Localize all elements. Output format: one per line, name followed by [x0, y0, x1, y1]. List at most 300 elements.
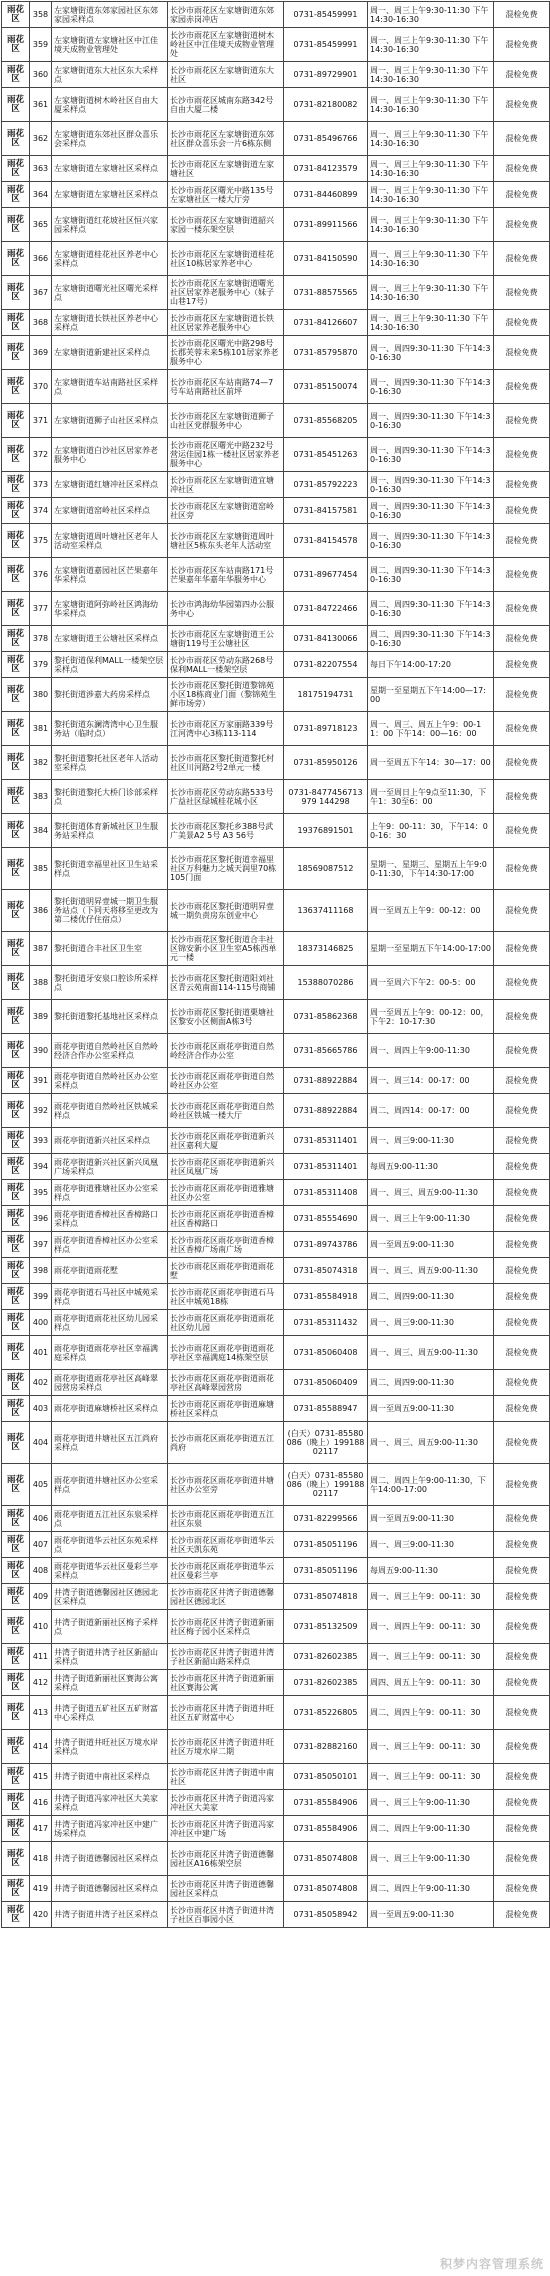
table-row — [2, 712, 550, 746]
phone-cell: 0731-85051196 — [284, 1532, 368, 1558]
site-name-cell: 井湾子街道新丽社区梅子采样点 — [52, 1610, 168, 1644]
number-cell: 401 — [30, 1336, 52, 1370]
address-cell: 长沙市雨花区雨花亭街道井塘社区办公室旁 — [168, 1464, 284, 1506]
number-cell: 365 — [30, 208, 52, 242]
district-cell: 雨花区 — [2, 678, 30, 712]
number-cell: 391 — [30, 1068, 52, 1094]
table-row — [2, 1180, 550, 1206]
table-row — [2, 62, 550, 88]
number-cell: 405 — [30, 1464, 52, 1506]
phone-cell: 0731-85584918 — [284, 1284, 368, 1310]
fee-cell: 混检免费 — [494, 472, 550, 498]
table-row — [2, 472, 550, 498]
site-name-cell: 雨花亭街道自然岭社区自然岭经济合作办公室采样点 — [52, 1034, 168, 1068]
number-cell: 367 — [30, 276, 52, 310]
table-row — [2, 1464, 550, 1506]
number-cell: 410 — [30, 1610, 52, 1644]
district-cell: 雨花区 — [2, 208, 30, 242]
fee-cell: 混检免费 — [494, 1154, 550, 1180]
hours-cell: 周一、周三上午9:00-11:30 — [368, 1206, 494, 1232]
phone-cell: 0731-89729901 — [284, 62, 368, 88]
number-cell: 371 — [30, 404, 52, 438]
district-cell: 雨花区 — [2, 1154, 30, 1180]
district-cell: 雨花区 — [2, 88, 30, 122]
fee-cell: 混检免费 — [494, 1034, 550, 1068]
phone-cell: 0731-85451263 — [284, 438, 368, 472]
hours-cell: 周一、周三上午9:30-11:30 下午14:30-16:30 — [368, 28, 494, 62]
hours-cell: 周一、周四9:30-11:30 下午14:30-16:30 — [368, 336, 494, 370]
district-cell: 雨花区 — [2, 848, 30, 890]
fee-cell: 混检免费 — [494, 122, 550, 156]
site-name-cell: 雨花亭街道香樟社区香樟路口采样点 — [52, 1206, 168, 1232]
site-name-cell: 雨花亭街道麻塘桥社区采样点 — [52, 1396, 168, 1422]
district-cell: 雨花区 — [2, 1464, 30, 1506]
number-cell: 413 — [30, 1696, 52, 1730]
fee-cell: 混检免费 — [494, 88, 550, 122]
number-cell: 377 — [30, 592, 52, 626]
hours-cell: 每周五9:00-11:30 — [368, 1558, 494, 1584]
district-cell: 雨花区 — [2, 524, 30, 558]
phone-cell: 0731-84130066 — [284, 626, 368, 652]
address-cell: 长沙市雨花区左家塘街道长铁社区居家养老服务中心 — [168, 310, 284, 336]
site-name-cell: 左家塘街道王公塘社区采样点 — [52, 626, 168, 652]
fee-cell: 混检免费 — [494, 310, 550, 336]
fee-cell: 混检免费 — [494, 62, 550, 88]
hours-cell: 周二、周四14：00-17：00 — [368, 1094, 494, 1128]
district-cell: 雨花区 — [2, 1310, 30, 1336]
district-cell: 雨花区 — [2, 1764, 30, 1790]
hours-cell: 周一、周三上午9:30-11:30 下午14:30-16:30 — [368, 242, 494, 276]
address-cell: 长沙市雨花区左家塘街道狮子山社区党群服务中心 — [168, 404, 284, 438]
table-row — [2, 498, 550, 524]
site-name-cell: 黎托街道明昇壹城一期卫生服务站点（下同天将移至更改为第二楼优仔住宿点） — [52, 890, 168, 932]
address-cell: 长沙市雨花区井湾子街道中南社区 — [168, 1764, 284, 1790]
district-cell: 雨花区 — [2, 1258, 30, 1284]
number-cell: 397 — [30, 1232, 52, 1258]
hours-cell: 周一、周三、周五9:00-11:30 — [368, 1336, 494, 1370]
phone-cell: 19376891501 — [284, 814, 368, 848]
phone-cell: 0731-85496766 — [284, 122, 368, 156]
address-cell: 长沙市雨花区黎托街道阳刘社区青云苑南面114-115号商铺 — [168, 966, 284, 1000]
site-name-cell: 左家塘街道新建社区采样点 — [52, 336, 168, 370]
fee-cell: 混检免费 — [494, 1696, 550, 1730]
district-cell: 雨花区 — [2, 932, 30, 966]
table-row — [2, 1128, 550, 1154]
fee-cell: 混检免费 — [494, 1000, 550, 1034]
hours-cell: 周一、周四9:30-11:30 下午14:30-16:30 — [368, 438, 494, 472]
phone-cell: 0731-84157581 — [284, 498, 368, 524]
hours-cell: 周一、周三上午9:30-11:30 下午14:30-16:30 — [368, 62, 494, 88]
phone-cell: 0731-82882160 — [284, 1730, 368, 1764]
number-cell: 402 — [30, 1370, 52, 1396]
site-name-cell: 雨花亭街道雅塘社区办公室采样点 — [52, 1180, 168, 1206]
site-name-cell: 左家塘街道长铁社区养老中心采样点 — [52, 310, 168, 336]
address-cell: 长沙市雨花区井湾子街道新丽社区赛海公寓 — [168, 1670, 284, 1696]
table-row — [2, 1506, 550, 1532]
fee-cell: 混检免费 — [494, 1094, 550, 1128]
hours-cell: 周一、周三上午9：00-11：30 — [368, 1584, 494, 1610]
number-cell: 374 — [30, 498, 52, 524]
number-cell: 376 — [30, 558, 52, 592]
hours-cell: 周一、周三14：00-17：00 — [368, 1068, 494, 1094]
number-cell: 383 — [30, 780, 52, 814]
fee-cell: 混检免费 — [494, 1128, 550, 1154]
district-cell: 雨花区 — [2, 1816, 30, 1842]
fee-cell: 混检免费 — [494, 1284, 550, 1310]
hours-cell: 周一、周三上午9:00-11:30 — [368, 1842, 494, 1876]
site-name-cell: 雨花亭街道雨花社区幼儿园采样点 — [52, 1310, 168, 1336]
table-row — [2, 1644, 550, 1670]
site-name-cell: 黎托街道黎托基地社区采样点 — [52, 1000, 168, 1034]
address-cell: 长沙市雨花区井湾子街道冯家冲社区大美家 — [168, 1790, 284, 1816]
address-cell: 长沙市雨花区雨花亭街道华云社区天凯东苑 — [168, 1532, 284, 1558]
district-cell: 雨花区 — [2, 122, 30, 156]
fee-cell: 混检免费 — [494, 524, 550, 558]
district-cell: 雨花区 — [2, 1670, 30, 1696]
address-cell: 长沙市雨花区井湾子街道井湾子社区百事园小区 — [168, 1902, 284, 1928]
address-cell: 长沙市雨花区井湾子街道井湾子社区新韶山路采样点 — [168, 1644, 284, 1670]
address-cell: 长沙市雨花区井湾子街道德馨园社区德园北区 — [168, 1584, 284, 1610]
hours-cell: 周一、周三上午9:00-11:30 — [368, 1790, 494, 1816]
hours-cell: 周一至周五9:00-11:30 — [368, 1902, 494, 1928]
fee-cell: 混检免费 — [494, 1232, 550, 1258]
district-cell: 雨花区 — [2, 1180, 30, 1206]
phone-cell: 0731-89743786 — [284, 1232, 368, 1258]
hours-cell: 周一至周五9:00-11:30 — [368, 1506, 494, 1532]
site-name-cell: 黎托街道体育新城社区卫生服务站采样点 — [52, 814, 168, 848]
district-cell: 雨花区 — [2, 1610, 30, 1644]
table-row — [2, 336, 550, 370]
phone-cell: 0731-85584906 — [284, 1790, 368, 1816]
fee-cell: 混检免费 — [494, 558, 550, 592]
address-cell: 长沙市雨花区雨花亭街道自然岭社区铁城一楼大厅 — [168, 1094, 284, 1128]
hours-cell: 周二、周四9:00-11:30 — [368, 1370, 494, 1396]
fee-cell: 混检免费 — [494, 1816, 550, 1842]
district-cell: 雨花区 — [2, 310, 30, 336]
district-cell: 雨花区 — [2, 1506, 30, 1532]
site-name-cell: 雨花亭街道香樟社区办公室采样点 — [52, 1232, 168, 1258]
number-cell: 359 — [30, 28, 52, 62]
number-cell: 382 — [30, 746, 52, 780]
hours-cell: 周一、周四9:30-11:30 下午14:30-16:30 — [368, 472, 494, 498]
table-row — [2, 746, 550, 780]
hours-cell: 周一、周四9:30-11:30 下午14:30-16:30 — [368, 498, 494, 524]
address-cell: 长沙市鸿海幼华园第四办公服务中心 — [168, 592, 284, 626]
address-cell: 长沙市雨花区雨花亭街道石马社区中城苑18栋 — [168, 1284, 284, 1310]
site-name-cell: 井湾子街道德馨园社区采样点 — [52, 1842, 168, 1876]
fee-cell: 混检免费 — [494, 336, 550, 370]
hours-cell: 星期一至星期五下午14:00-17:00 — [368, 932, 494, 966]
number-cell: 415 — [30, 1764, 52, 1790]
address-cell: 长沙市雨花区万家丽路339号江河湾中心3栋113-114 — [168, 712, 284, 746]
table-row — [2, 404, 550, 438]
hours-cell: 周一、周三、周五9:00-11:30 — [368, 1180, 494, 1206]
fee-cell: 混检免费 — [494, 498, 550, 524]
hours-cell: 周二、周四上午9:00-11:30 — [368, 1876, 494, 1902]
table-row — [2, 932, 550, 966]
phone-cell: 13637411168 — [284, 890, 368, 932]
table-row — [2, 310, 550, 336]
site-name-cell: 雨花亭街道华云社区东苑采样点 — [52, 1532, 168, 1558]
number-cell: 403 — [30, 1396, 52, 1422]
site-name-cell: 雨花亭街道新兴社区采样点 — [52, 1128, 168, 1154]
phone-cell: 0731-85459991 — [284, 2, 368, 28]
district-cell: 雨花区 — [2, 1532, 30, 1558]
table-row — [2, 1610, 550, 1644]
address-cell: 长沙市雨花区雨花亭街道雨花墅 — [168, 1258, 284, 1284]
table-row — [2, 28, 550, 62]
table-row — [2, 1730, 550, 1764]
number-cell: 420 — [30, 1902, 52, 1928]
site-name-cell: 黎托街道东澜湾湾中心卫生服务站（临时点） — [52, 712, 168, 746]
address-cell: 长沙市雨花区雨花亭街道雨花社区幼儿园 — [168, 1310, 284, 1336]
number-cell: 360 — [30, 62, 52, 88]
fee-cell: 混检免费 — [494, 1610, 550, 1644]
phone-cell: 0731-89911566 — [284, 208, 368, 242]
number-cell: 394 — [30, 1154, 52, 1180]
fee-cell: 混检免费 — [494, 1790, 550, 1816]
phone-cell: (白天）0731-85580086（晚上）19918802117 — [284, 1422, 368, 1464]
fee-cell: 混检免费 — [494, 1258, 550, 1284]
phone-cell: 18373146825 — [284, 932, 368, 966]
hours-cell: 周一、周三、周五9:00-11:30 — [368, 1422, 494, 1464]
fee-cell: 混检免费 — [494, 966, 550, 1000]
address-cell: 长沙市雨花区井湾子街道井旺社区万境水岸二期 — [168, 1730, 284, 1764]
district-cell: 雨花区 — [2, 1584, 30, 1610]
district-cell: 雨花区 — [2, 1790, 30, 1816]
table-row — [2, 1310, 550, 1336]
hours-cell: 上午9：00-11：30，下午14：00-16：30 — [368, 814, 494, 848]
site-name-cell: 雨花亭街道五江社区东泉采样点 — [52, 1506, 168, 1532]
site-name-cell: 井湾子街道德馨园社区德园北区采样点 — [52, 1584, 168, 1610]
fee-cell: 混检免费 — [494, 1730, 550, 1764]
phone-cell: 0731-85568205 — [284, 404, 368, 438]
table-row — [2, 1034, 550, 1068]
phone-cell: 0731-85311401 — [284, 1128, 368, 1154]
hours-cell: 周一至周六下午2：00-5：00 — [368, 966, 494, 1000]
phone-cell: 18569087512 — [284, 848, 368, 890]
address-cell: 长沙市雨花区雨花亭街道麻塘桥社区采样点 — [168, 1396, 284, 1422]
table-row — [2, 1876, 550, 1902]
site-name-cell: 雨花亭街道华云社区曼彩兰亭采样点 — [52, 1558, 168, 1584]
phone-cell: 0731-84154578 — [284, 524, 368, 558]
hours-cell: 周一、周四9:30-11:30 下午14:30-16:30 — [368, 404, 494, 438]
phone-cell: 0731-84722466 — [284, 592, 368, 626]
hours-cell: 周二、周四9:00-11:30 — [368, 1284, 494, 1310]
site-name-cell: 左家塘街道东大社区东大采样点 — [52, 62, 168, 88]
phone-cell: 0731-85459991 — [284, 28, 368, 62]
table-row — [2, 890, 550, 932]
number-cell: 406 — [30, 1506, 52, 1532]
hours-cell: 周一、周三上午9:30-11:30 下午14:30-16:30 — [368, 276, 494, 310]
number-cell: 363 — [30, 156, 52, 182]
hours-cell: 周一、周三9:00-11:30 — [368, 1532, 494, 1558]
address-cell: 长沙市雨花区井湾子街道新丽社区梅子园小区采样点 — [168, 1610, 284, 1644]
district-cell: 雨花区 — [2, 1370, 30, 1396]
number-cell: 396 — [30, 1206, 52, 1232]
number-cell: 372 — [30, 438, 52, 472]
phone-cell: 0731-82602385 — [284, 1644, 368, 1670]
number-cell: 362 — [30, 122, 52, 156]
address-cell: 长沙市雨花区雨花亭街道五江社区东泉 — [168, 1506, 284, 1532]
phone-cell: 0731-84460899 — [284, 182, 368, 208]
fee-cell: 混检免费 — [494, 1584, 550, 1610]
hours-cell: 周一至周日上午9点至11:30，下午1：30至6：00 — [368, 780, 494, 814]
site-name-cell: 左家塘街道红塘冲社区采样点 — [52, 472, 168, 498]
hours-cell: 周二、周四9:30-11:30 下午14:30-16:30 — [368, 558, 494, 592]
number-cell: 393 — [30, 1128, 52, 1154]
table-row — [2, 1000, 550, 1034]
district-cell: 雨花区 — [2, 814, 30, 848]
site-name-cell: 左家塘街道桂花社区养老中心采样点 — [52, 242, 168, 276]
number-cell: 408 — [30, 1558, 52, 1584]
number-cell: 380 — [30, 678, 52, 712]
site-name-cell: 左家塘街道树木岭社区自由大厦采样点 — [52, 88, 168, 122]
hours-cell: 周一至周五上午9：00-12：00，下午2：10-17:30 — [368, 1000, 494, 1034]
number-cell: 416 — [30, 1790, 52, 1816]
phone-cell: 0731-85311408 — [284, 1180, 368, 1206]
district-cell: 雨花区 — [2, 592, 30, 626]
address-cell: 长沙市雨花区黎托街道合丰社区锦安新小区卫生室A5栋西单元一楼 — [168, 932, 284, 966]
hours-cell: 周二、周四上午9：00-11：30 — [368, 1696, 494, 1730]
hours-cell: 周一、周三上午9:30-11:30 下午14:30-16:30 — [368, 156, 494, 182]
number-cell: 409 — [30, 1584, 52, 1610]
address-cell: 长沙市雨花区左家塘街道窑岭社区旁 — [168, 498, 284, 524]
address-cell: 长沙市雨花区黎托街道黎锦苑小区18栋商业门面（黎锦苑生鲜市场旁） — [168, 678, 284, 712]
number-cell: 411 — [30, 1644, 52, 1670]
site-name-cell: 雨花亭街道井塘社区五江尚府采样点 — [52, 1422, 168, 1464]
number-cell: 412 — [30, 1670, 52, 1696]
district-cell: 雨花区 — [2, 1232, 30, 1258]
hours-cell: 周一、周三上午9:30-11:30 下午14:30-16:30 — [368, 310, 494, 336]
site-name-cell: 左家塘街道车站南路社区采样点 — [52, 370, 168, 404]
table-row — [2, 524, 550, 558]
fee-cell: 混检免费 — [494, 1644, 550, 1670]
phone-cell: 0731-85074808 — [284, 1842, 368, 1876]
phone-cell: 0731-85665786 — [284, 1034, 368, 1068]
table-row — [2, 814, 550, 848]
site-name-cell: 左家塘街道曙光社区曙光采样点 — [52, 276, 168, 310]
site-name-cell: 左家塘街道狮子山社区采样点 — [52, 404, 168, 438]
fee-cell: 混检免费 — [494, 438, 550, 472]
address-cell: 长沙市雨花区雨花亭街道香樟社区香樟广场南广场 — [168, 1232, 284, 1258]
site-name-cell: 黎托街道合丰社区卫生室 — [52, 932, 168, 966]
table-row — [2, 1902, 550, 1928]
hours-cell: 周一、周三上午9:30-11:30 下午14:30-16:30 — [368, 88, 494, 122]
address-cell: 长沙市雨花区黎托街道黎托村社区川河路2号2单元一楼 — [168, 746, 284, 780]
number-cell: 370 — [30, 370, 52, 404]
district-cell: 雨花区 — [2, 182, 30, 208]
phone-cell: 0731-89677454 — [284, 558, 368, 592]
fee-cell: 混检免费 — [494, 592, 550, 626]
phone-cell: 0731-85058942 — [284, 1902, 368, 1928]
district-cell: 雨花区 — [2, 2, 30, 28]
district-cell: 雨花区 — [2, 1730, 30, 1764]
site-name-cell: 井湾子街道冯家冲社区中建广场采样点 — [52, 1816, 168, 1842]
address-cell: 长沙市雨花区左家塘街道树木岭社区中江佳境天成物业管理处 — [168, 28, 284, 62]
district-cell: 雨花区 — [2, 1902, 30, 1928]
table-row — [2, 1206, 550, 1232]
table-row — [2, 2, 550, 28]
hours-cell: 星期一、星期三、星期五上午9:00-11:30，下午14:30-17:00 — [368, 848, 494, 890]
district-cell: 雨花区 — [2, 404, 30, 438]
site-name-cell: 左家塘街道左家塘社区采样点 — [52, 182, 168, 208]
fee-cell: 混检免费 — [494, 848, 550, 890]
address-cell: 长沙市雨花区黎托街道明昇壹城一期负责房东创业中心 — [168, 890, 284, 932]
number-cell: 395 — [30, 1180, 52, 1206]
phone-cell: 0731-85584906 — [284, 1816, 368, 1842]
phone-cell: (白天）0731-85580086（晚上）19918802117 — [284, 1464, 368, 1506]
address-cell: 长沙市雨花区曙光中路298号长郡芙蓉未来5栋101居家养老服务中心 — [168, 336, 284, 370]
address-cell: 长沙市雨花区左家塘街道桂花社区10栋居家养老中心 — [168, 242, 284, 276]
number-cell: 358 — [30, 2, 52, 28]
number-cell: 392 — [30, 1094, 52, 1128]
hours-cell: 周一、周三、周五9:00-11:30 — [368, 1258, 494, 1284]
table-row — [2, 88, 550, 122]
fee-cell: 混检免费 — [494, 1670, 550, 1696]
table-row — [2, 122, 550, 156]
hours-cell: 周一至周五下午14：30—17：00 — [368, 746, 494, 780]
table-row — [2, 592, 550, 626]
hours-cell: 周一、周三上午9：00-11：30 — [368, 1644, 494, 1670]
site-name-cell: 井湾子街道中南社区采样点 — [52, 1764, 168, 1790]
number-cell: 390 — [30, 1034, 52, 1068]
district-cell: 雨花区 — [2, 1422, 30, 1464]
phone-cell: 18175194731 — [284, 678, 368, 712]
address-cell: 长沙市雨花区黎托街道幸福里社区万科魅力之城天润里70栋105门面 — [168, 848, 284, 890]
site-name-cell: 左家塘街道左家塘社区采样点 — [52, 156, 168, 182]
site-name-cell: 雨花亭街道自然岭社区铁城采样点 — [52, 1094, 168, 1128]
district-cell: 雨花区 — [2, 712, 30, 746]
district-cell: 雨花区 — [2, 558, 30, 592]
site-name-cell: 井湾子街道井湾子社区采样点 — [52, 1902, 168, 1928]
site-name-cell: 井湾子街道井湾子社区新韶山采样点 — [52, 1644, 168, 1670]
number-cell: 375 — [30, 524, 52, 558]
district-cell: 雨花区 — [2, 1644, 30, 1670]
fee-cell: 混检免费 — [494, 1764, 550, 1790]
fee-cell: 混检免费 — [494, 1902, 550, 1928]
phone-cell: 0731-82602385 — [284, 1670, 368, 1696]
number-cell: 388 — [30, 966, 52, 1000]
table-row — [2, 1558, 550, 1584]
phone-cell: 0731-82207554 — [284, 652, 368, 678]
hours-cell: 周二、周四上午9:00-11:30 — [368, 1816, 494, 1842]
address-cell: 长沙市雨花区左家塘街道周叶塘社区5栋东头老年人活动室 — [168, 524, 284, 558]
table-row — [2, 1584, 550, 1610]
number-cell: 364 — [30, 182, 52, 208]
address-cell: 长沙市雨花区雨花亭街道新兴社区凤凰广场 — [168, 1154, 284, 1180]
phone-cell: 0731-82299566 — [284, 1506, 368, 1532]
hours-cell: 周一、周三9:00-11:30 — [368, 1310, 494, 1336]
district-cell: 雨花区 — [2, 1000, 30, 1034]
phone-cell: 0731-84126607 — [284, 310, 368, 336]
table-row — [2, 1396, 550, 1422]
address-cell: 长沙市雨花区左家塘街道东郊社区群众喜乐会一片6栋东侧 — [168, 122, 284, 156]
site-name-cell: 井湾子街道冯家冲社区大美家采样点 — [52, 1790, 168, 1816]
district-cell: 雨花区 — [2, 890, 30, 932]
address-cell: 长沙市雨花区左家塘街道韶兴家园一楼东架空层 — [168, 208, 284, 242]
table-row — [2, 208, 550, 242]
site-name-cell: 井湾子街道井旺社区万境水岸采样点 — [52, 1730, 168, 1764]
district-cell: 雨花区 — [2, 1558, 30, 1584]
number-cell: 368 — [30, 310, 52, 336]
phone-cell: 0731-85150074 — [284, 370, 368, 404]
district-cell: 雨花区 — [2, 62, 30, 88]
address-cell: 长沙市雨花区井湾子街道井旺社区五矿财富中心 — [168, 1696, 284, 1730]
fee-cell: 混检免费 — [494, 746, 550, 780]
fee-cell: 混检免费 — [494, 1370, 550, 1396]
phone-cell: 0731-85051196 — [284, 1558, 368, 1584]
